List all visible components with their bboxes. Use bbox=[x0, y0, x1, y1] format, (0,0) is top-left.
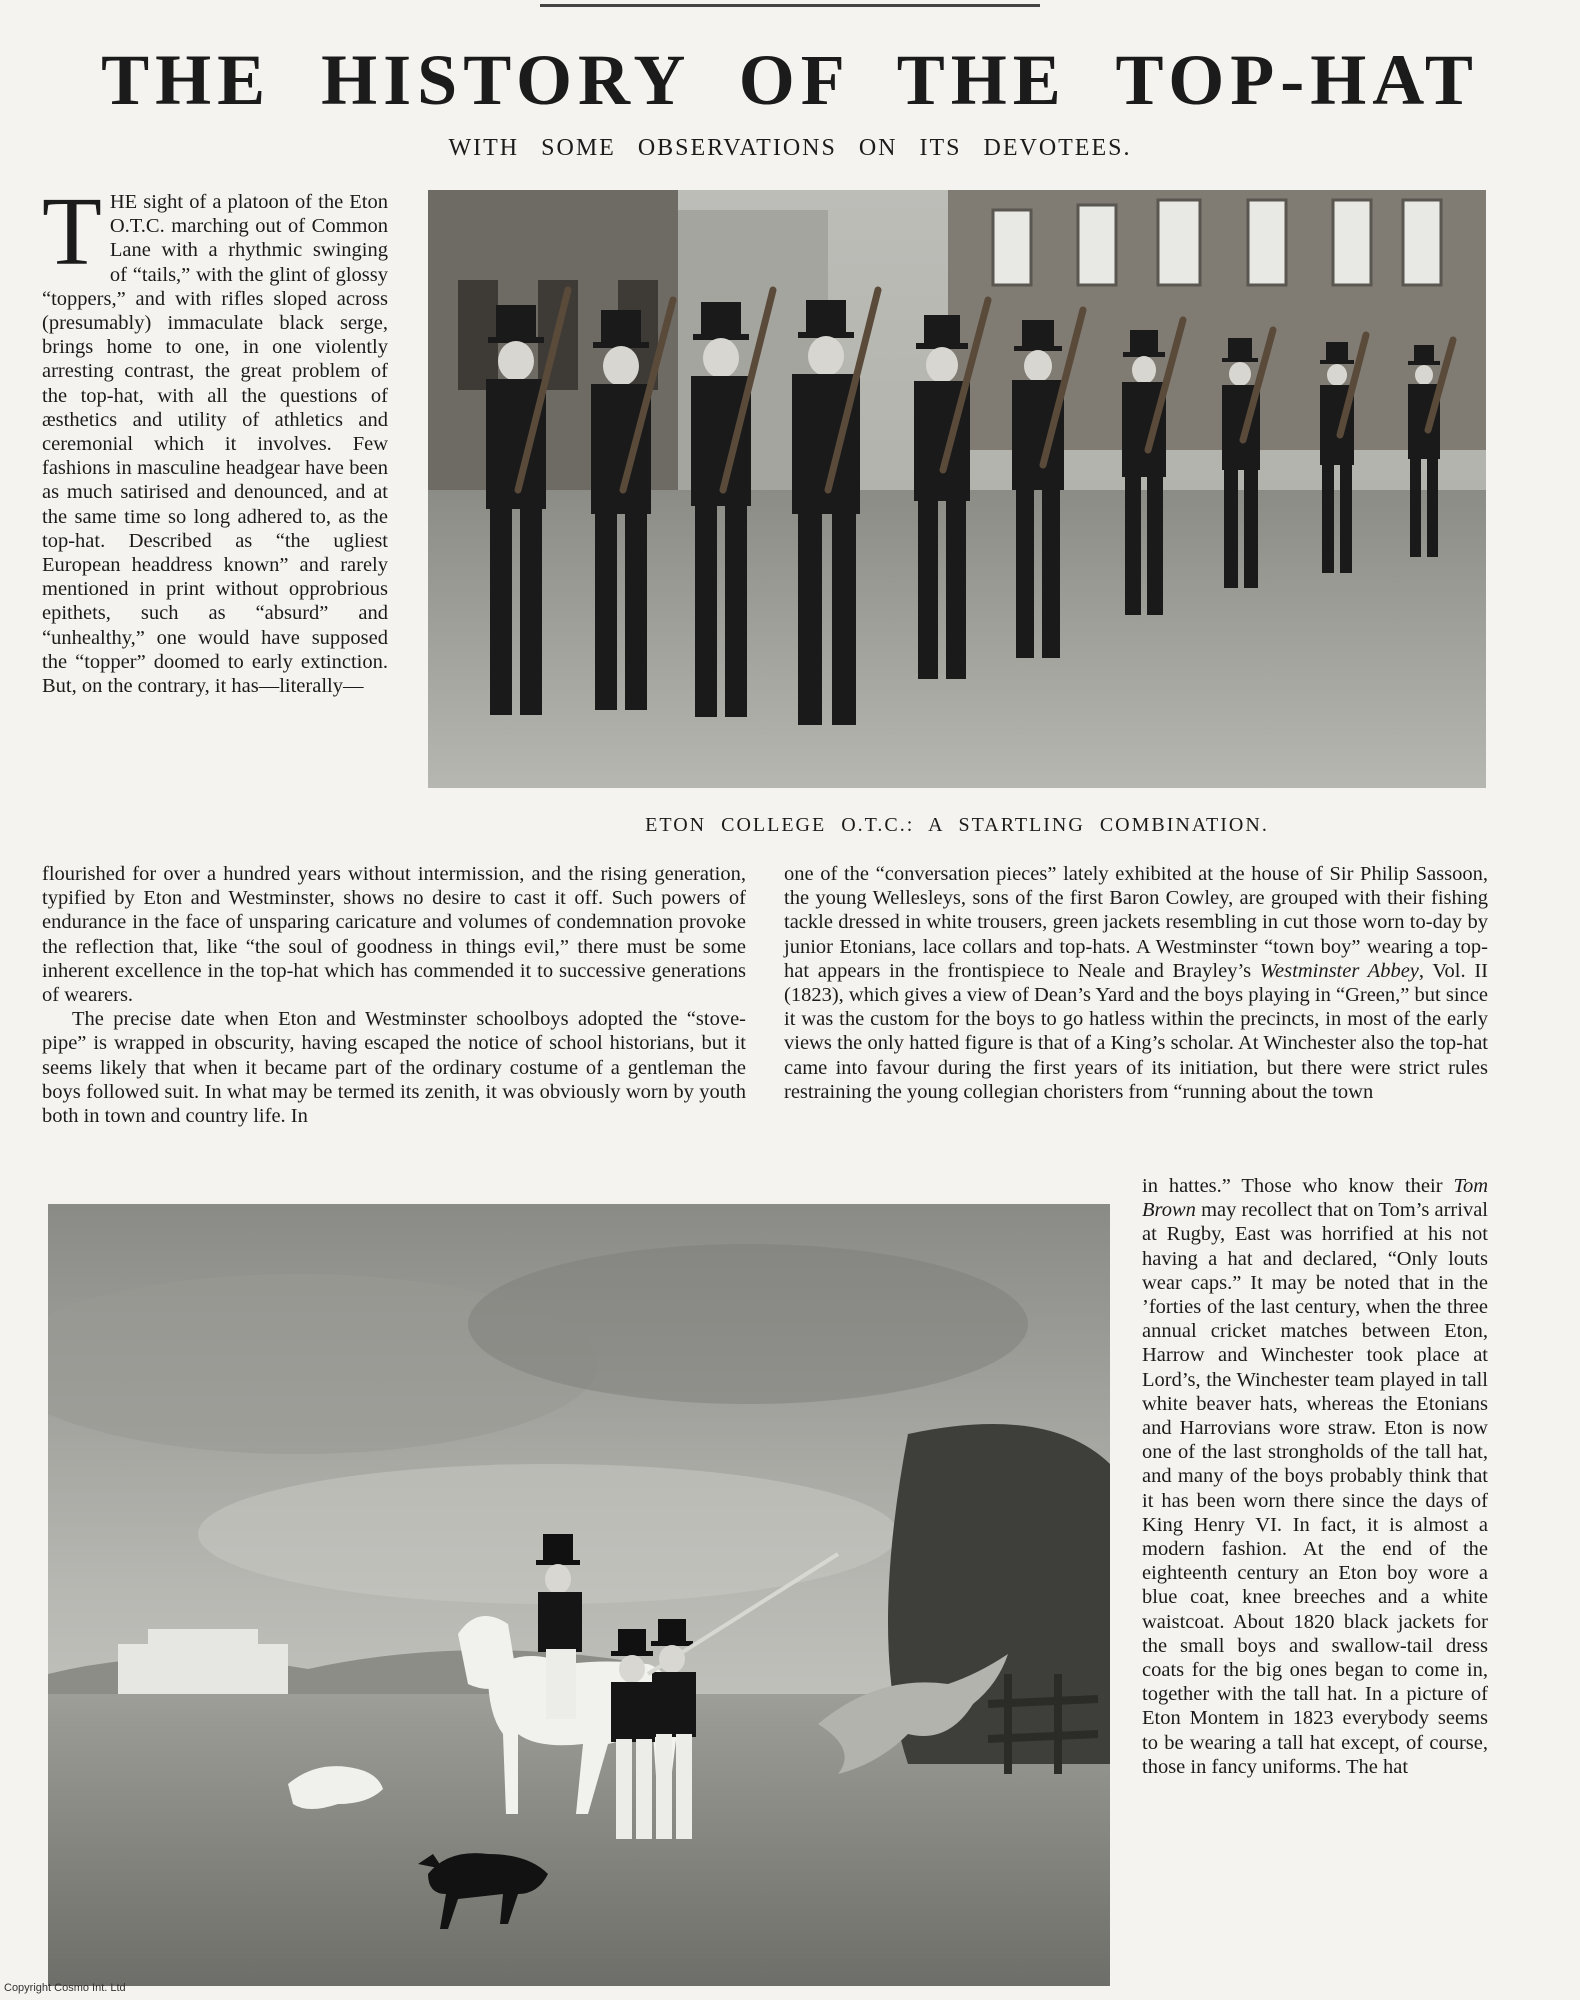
article-subtitle: WITH SOME OBSERVATIONS ON ITS DEVOTEES. bbox=[448, 135, 1132, 161]
left-column bbox=[42, 862, 746, 1128]
painting-boys-with-pony bbox=[48, 1204, 1110, 1986]
intro-column bbox=[42, 178, 388, 698]
photo-caption: ETON COLLEGE O.T.C.: A STARTLING COMBINATION. bbox=[645, 814, 1269, 836]
book-title: Westminster Abbey bbox=[1259, 959, 1419, 982]
right-column bbox=[784, 862, 1488, 1104]
photo-eton-otc-marching bbox=[428, 190, 1486, 788]
copyright-notice: Copyright Cosmo Int. Ltd bbox=[4, 1982, 126, 1994]
book-title: Tom Brown bbox=[1142, 1175, 1489, 1222]
article-title: THE HISTORY OF THE TOP-HAT bbox=[101, 40, 1479, 120]
paragraph: flourished for over a hundred years without intermission, and the rising generation, typified by Eton and Westminster, shows no desire to cast it off. Such powers of endurance in the face of unsparing caricature and volumes of condemnation provoke the reflection that, like “the soul of goodness in things evil,” there must be some inherent excellence in the top-hat which has commended it to successive generations of wearers. bbox=[42, 863, 746, 1007]
intro-text: HE sight of a platoon of the Eton O.T.C. marching out of Common Lane with a rhythmic swinging of “tails,” with the glint of glossy “toppers,” and with rifles sloped across (presumably) immaculate black serge, brings home to one, in one violently arresting contrast, the great problem of the top-hat, with all the questions of æsthetics and utility of athletics and ceremonial which it involves. Few fashions in masculine headgear have been as much satirised and denounced, and at the same time so long adhered to, as the top-hat. Described as “the ugliest European headdress known” and rarely mentioned in print without opprobrious epithets, such as “absurd” and “unhealthy,” one would have supposed the “topper” doomed to early extinction. But, on the contrary, it has—literally— bbox=[42, 191, 388, 698]
paragraph: in hattes.” Those who know their Tom Brown may recollect that on Tom’s arrival at Rugby, East was horrified at his not having a hat and declared, “Only louts wear caps.” It may be noted that in the ’forties of the last century, when the three annual cricket matches between Eton, Harrow and Winchester took place at Lord’s, the Winchester team played in tall white beaver hats, whereas the Etonians and Harrovians wore straw. Eton is now one of the last strongholds of the tall hat, and many of the boys probably think that it has been worn there since the days of King Henry VI. In fact, it is almost a modern fashion. At the end of the eighteenth century an Eton boy wore a blue coat, knee breeches and a white waistcoat. About 1820 black jackets for the small boys and swallow-tail dress coats for the big ones began to come in, together with the tall hat. In a picture of Eton Montem in 1823 everybody seems to be wearing a tall hat except, of course, those in fancy uniforms. The hat bbox=[1142, 1175, 1489, 1778]
paragraph: The precise date when Eton and Westminster schoolboys adopted the “stove-pipe” is wrapped in obscurity, having escaped the notice of school historians, but it seems likely that when it became part of the ordinary costume of a gentleman the boys followed suit. In what may be termed its zenith, it was obviously worn by youth both in town and country life. In bbox=[42, 1008, 746, 1128]
drop-cap: T bbox=[42, 178, 102, 286]
narrow-column bbox=[1142, 1174, 1488, 1779]
top-rule bbox=[540, 4, 1040, 7]
paragraph: one of the “conversation pieces” lately exhibited at the house of Sir Philip Sassoon, the young Wellesleys, sons of the first Baron Cowley, are grouped with their fishing tackle dressed in white trousers, green jackets resembling in cut those worn to-day by junior Etonians, lace collars and top-hats. A Westminster “town boy” wearing a top-hat appears in the frontispiece to Neale and Brayley’s Westminster Abbey, Vol. II (1823), which gives a view of Dean’s Yard and the boys playing in “Green,” but since it was the custom for the boys to go hatless within the precincts, in most of the early views the only hatted figure is that of a King’s scholar. At Winchester also the top-hat came into favour during the first years of its initiation, but there were strict rules restraining the young collegian choristers from “running about the town bbox=[784, 863, 1488, 1103]
